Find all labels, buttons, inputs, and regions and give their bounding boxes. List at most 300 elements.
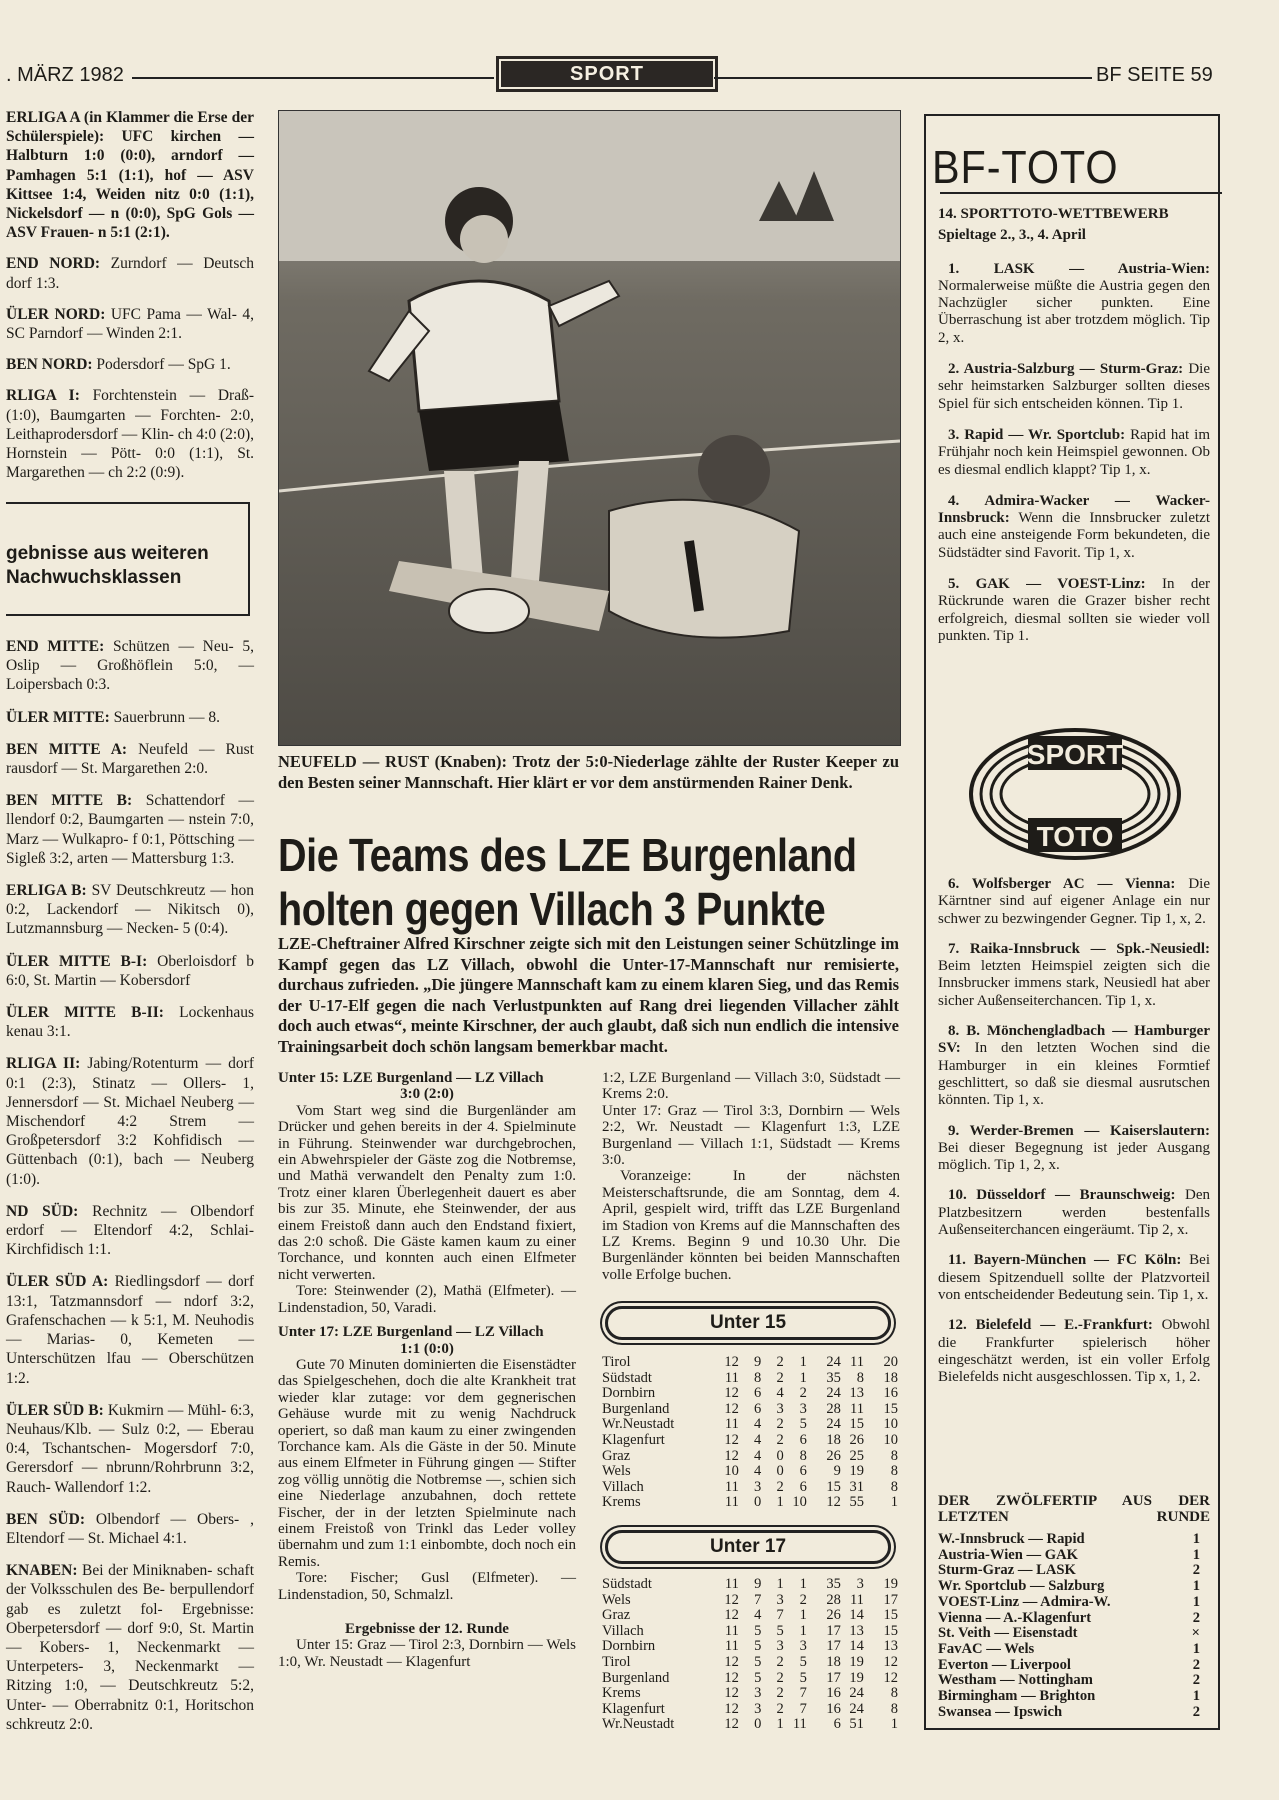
table-cell: 8 <box>890 1463 898 1480</box>
tip-match: 8. B. Mönchengladbach — Hamburger SV: <box>938 1023 1210 1057</box>
table-cell: 4 <box>754 1447 762 1464</box>
table-cell: 12 <box>724 1447 739 1464</box>
u15-match-score: 3:0 (2:0) <box>400 1086 454 1103</box>
table-cell: 24 <box>849 1700 864 1717</box>
table-cell: 28 <box>826 1591 841 1608</box>
table-cell: 10 <box>724 1463 739 1480</box>
zwoelfertip-row <box>938 1595 1210 1611</box>
result-text: Riedlingsdorf — dorf 13:1, Tatzmannsdorf — ndorf 3:2, Grafenschachen — k 5:1, M. Neuhodis — Marias- 0, Kemeten — Unterschützen lfau — Oberschützen 1:2. <box>6 1273 254 1387</box>
table-cell: 11 <box>849 1400 864 1417</box>
result-block <box>6 637 254 695</box>
tip-text: In den letzten Wochen sind die Hamburger in ein kleines Formtief geschlittert, so daß sie diesmal ausrutschen könnten. Tip 1, x. <box>938 1040 1210 1109</box>
zwoelfertip-result: × <box>1191 1625 1200 1642</box>
table-cell: 12 <box>724 1400 739 1417</box>
table-row <box>602 1671 898 1687</box>
team-name: Villach <box>602 1478 644 1495</box>
table-cell: 19 <box>883 1576 898 1592</box>
tip-match: 11. Bayern-München — FC Köln: <box>948 1252 1182 1269</box>
tip-match: 1. LASK — Austria-Wien: <box>948 260 1210 277</box>
table-cell: 51 <box>849 1716 864 1733</box>
table-cell: 12 <box>883 1669 898 1686</box>
table-cell: 35 <box>826 1576 841 1592</box>
table-row <box>602 1449 898 1465</box>
table-cell: 7 <box>754 1591 762 1608</box>
table-cell: 7 <box>799 1700 807 1717</box>
article-lead: LZE-Cheftrainer Alfred Kirschner zeigte sich mit den Leistungen seiner Schützlinge im Kampf gegen das LZ Villach, obwohl die Unter-17-Mannschaft nur remisierte, durchaus zufrieden. „Die jüngere Mannschaft kam zu einem klaren Sieg, und das Remis der U-17-Elf gegen die nach Verlustpunkten auf Rang drei liegenden Villacher zählt doch auch etwas“, meinte Kirschner, der auch glaubt, daß sich nun endlich die intensive Trainingsarbeit doch schön langsam bemerkbar macht. <box>278 934 899 1056</box>
table-cell: 12 <box>724 1354 739 1370</box>
zwoelfertip-match: W.-Innsbruck — Rapid <box>938 1531 1085 1547</box>
tip-text: Normalerweise müßte die Austria gegen den Nachzügler sicher punkten. Eine Überraschung ist aber trotzdem möglich. Tip 2, x. <box>938 277 1210 346</box>
table-row <box>602 1717 898 1733</box>
table-cell: 2 <box>776 1369 784 1386</box>
table-cell: 26 <box>849 1431 864 1448</box>
result-heading: BEN SÜD: <box>6 1510 85 1528</box>
zwoelfertip-result: 1 <box>1192 1578 1200 1595</box>
table-cell: 12 <box>724 1716 739 1733</box>
result-block <box>6 1054 254 1188</box>
result-text: Zurndorf — Deutsch dorf 1:3. <box>6 255 255 292</box>
toto-tip <box>938 1187 1210 1239</box>
tip-match: 4. Admira-Wacker — Wacker-Innsbruck: <box>938 492 1210 527</box>
result-block <box>6 708 254 727</box>
table-cell: 2 <box>776 1431 784 1448</box>
table-cell: 11 <box>724 1638 739 1655</box>
table-cell: 8 <box>890 1685 898 1702</box>
table-cell: 0 <box>754 1494 762 1511</box>
tip-match: 6. Wolfsberger AC — Vienna: <box>948 876 1176 892</box>
table-cell: 35 <box>826 1369 841 1386</box>
table-cell: 24 <box>826 1416 841 1433</box>
zwoelfertip-match: Westham — Nottingham <box>938 1672 1093 1689</box>
table-cell: 15 <box>883 1622 898 1639</box>
team-name: Klagenfurt <box>602 1700 665 1717</box>
table-cell: 3 <box>799 1638 807 1655</box>
result-text: Schützen — Neu- 5, Oslip — Großhöflein 5:0, — Loipersbach 0:3. <box>6 638 254 694</box>
table-cell: 2 <box>776 1478 784 1495</box>
result-heading: KNABEN: <box>6 1562 78 1580</box>
table-cell: 20 <box>883 1354 898 1370</box>
table-cell: 5 <box>754 1638 762 1655</box>
sport-toto-logo <box>968 726 1182 862</box>
tip-match: 9. Werder-Bremen — Kaiserslautern: <box>948 1122 1210 1139</box>
result-text: Schattendorf — llendorf 0:2, Baumgarten — nstein 7:0, Marz — Wulkapro- f 0:1, Pöttsching — Sigleß 3:2, arten — Mattersburg 1:3. <box>6 792 254 867</box>
table-cell: 19 <box>849 1669 864 1686</box>
table-cell: 8 <box>799 1447 807 1464</box>
table-cell: 14 <box>849 1607 864 1624</box>
toto-wettbewerb: 14. SPORTTOTO-WETTBEWERB <box>938 206 1169 222</box>
tip-text: Beim letzten Heimspiel zeigten sich die Innsbrucker immens stark, Neusiedl hat aber sicher Außenseiterchancen. Tip 1, x. <box>938 958 1210 1009</box>
team-name: Graz <box>602 1607 631 1624</box>
result-text: Neufeld — Rust rausdorf — St. Margarethen 2:0. <box>6 740 254 778</box>
table-u15-title: Unter 15 <box>605 1306 891 1340</box>
table-cell: 4 <box>754 1607 762 1624</box>
table-cell: 1 <box>890 1494 898 1511</box>
result-block <box>6 1272 254 1387</box>
table-cell: 12 <box>724 1685 739 1702</box>
team-name: Burgenland <box>602 1400 670 1417</box>
table-cell: 8 <box>754 1369 762 1386</box>
table-cell: 11 <box>724 1622 739 1639</box>
team-name: Südstadt <box>602 1576 652 1592</box>
table-cell: 7 <box>776 1607 784 1624</box>
table-cell: 3 <box>856 1576 864 1592</box>
table-cell: 18 <box>826 1431 841 1448</box>
team-name: Klagenfurt <box>602 1431 665 1448</box>
table-cell: 15 <box>849 1416 864 1433</box>
result-block <box>6 386 254 482</box>
toto-title: BF-TOTO <box>932 141 1119 193</box>
result-heading: ÜLER SÜD B: <box>6 1401 104 1419</box>
table-row <box>602 1608 898 1624</box>
table-u17-title: Unter 17 <box>605 1530 891 1564</box>
results-u17: Unter 17: Graz — Tirol 3:3, Dornbirn — Wels 2:2, Wr. Neustadt — Klagenfurt 1:3, LZE Burgenland — Villach 1:1, Südstadt — Krems 3:0. <box>602 1102 900 1169</box>
zwoelfertip-row <box>938 1642 1210 1658</box>
page-number: BF SEITE 59 <box>1096 64 1213 86</box>
table-cell: 5 <box>799 1416 807 1433</box>
result-block <box>6 305 254 343</box>
table-cell: 11 <box>792 1716 807 1733</box>
table-cell: 10 <box>792 1494 807 1511</box>
table-cell: 55 <box>849 1494 864 1511</box>
table-cell: 12 <box>724 1591 739 1608</box>
zwoelfertip-result: 2 <box>1192 1672 1200 1689</box>
result-text: UFC Pama — Wal- 4, SC Parndorf — Winden 2:1. <box>6 305 254 343</box>
table-cell: 18 <box>883 1369 898 1386</box>
zwoelfertip-list <box>938 1532 1210 1720</box>
result-block <box>6 1003 254 1041</box>
team-name: Burgenland <box>602 1669 670 1686</box>
u15-match-report: Vom Start weg sind die Burgenländer am Drücker und gehen bereits in der 4. Spielminute in Führung. Steinwender war durchgebrochen, ein Abwehrspieler der Gäste zog die Notbremse, und Mathä verwandelt den Penalty zum 1:0. Trotz einer klaren Überlegenheit dauert es aber bis zur 35. Minute, ehe Steinwender, der aus einem Freistoß dann auch den Endstand fixiert, das 2:0 schoß. Die Gäste kamen kaum zu einer Torchance, und konnten auch einen Elfmeter nicht verwerten. <box>278 1102 576 1283</box>
zwoelfertip-row <box>938 1626 1210 1642</box>
table-cell: 8 <box>856 1369 864 1386</box>
table-cell: 16 <box>826 1685 841 1702</box>
table-row <box>602 1655 898 1671</box>
table-cell: 4 <box>776 1385 784 1402</box>
tip-match: 7. Raika-Innsbruck — Spk.-Neusiedl: <box>948 940 1210 957</box>
table-cell: 4 <box>754 1463 762 1480</box>
football-photo-illustration <box>279 111 900 745</box>
table-row <box>602 1495 898 1511</box>
zwoelfertip-row <box>938 1532 1210 1548</box>
zwoelfertip-result: 1 <box>1192 1640 1200 1657</box>
table-cell: 1 <box>799 1369 807 1386</box>
zwoelfertip-row <box>938 1689 1210 1705</box>
team-name: Südstadt <box>602 1369 652 1386</box>
tip-text: In der Rückrunde waren die Grazer bisher recht erfolgreich, diesmal sollten sie wieder voll punkten. Tip 1. <box>938 576 1211 644</box>
result-heading: ERLIGA B: <box>6 882 87 900</box>
result-heading: BEN MITTE A: <box>6 740 128 758</box>
table-cell: 13 <box>849 1385 864 1402</box>
table-cell: 2 <box>776 1669 784 1686</box>
table-cell: 1 <box>799 1576 807 1592</box>
photo-caption: NEUFELD — RUST (Knaben): Trotz der 5:0-Niederlage zählte der Ruster Keeper zu den Besten seiner Mannschaft. Hier klärt er vor dem anstürmenden Rainer Denk. <box>278 752 899 792</box>
table-cell: 6 <box>799 1431 807 1448</box>
zwoelfertip-match: Vienna — A.-Klagenfurt <box>938 1609 1092 1626</box>
u15-goals: Tore: Steinwender (2), Mathä (Elfmeter). — Lindenstadion, 50, Varadi. <box>278 1283 576 1316</box>
u17-match-score: 1:1 (0:0) <box>400 1340 454 1357</box>
team-name: Krems <box>602 1494 641 1511</box>
tip-text: Bei diesem Spitzenduell sollte der Platzvorteil von entscheidender Bedeutung sein. Tip 1, x. <box>938 1252 1210 1303</box>
table-cell: 3 <box>799 1400 807 1417</box>
table-cell: 3 <box>754 1700 762 1717</box>
table-row <box>602 1624 898 1640</box>
table-cell: 6 <box>754 1385 762 1402</box>
result-heading: ÜLER SÜD A: <box>6 1273 109 1291</box>
toto-tip <box>938 1123 1210 1175</box>
table-cell: 10 <box>883 1416 898 1433</box>
table-cell: 16 <box>826 1700 841 1717</box>
table-cell: 15 <box>883 1400 898 1417</box>
u17-match-heading: Unter 17: LZE Burgenland — LZ Villach <box>278 1324 544 1341</box>
toto-tip <box>938 1317 1210 1386</box>
tip-match: 2. Austria-Salzburg — Sturm-Graz: <box>948 361 1184 378</box>
table-cell: 28 <box>826 1400 841 1417</box>
table-cell: 12 <box>883 1653 898 1670</box>
table-cell: 5 <box>799 1669 807 1686</box>
zwoelfertip-match: Birmingham — Brighton <box>938 1688 1096 1705</box>
result-block <box>6 108 254 242</box>
result-heading: RLIGA I: <box>6 387 80 405</box>
tip-text: Bei dieser Begegnung ist jeder Ausgang möglich. Tip 1, 2, x. <box>938 1139 1210 1174</box>
toto-title-rule <box>940 192 1222 194</box>
team-name: Wr.Neustadt <box>602 1716 675 1733</box>
article-column-2 <box>602 1070 900 1283</box>
table-cell: 5 <box>776 1622 784 1639</box>
zwoelfertip-result: 2 <box>1192 1562 1200 1579</box>
left-results-column-2 <box>6 637 254 1747</box>
table-cell: 12 <box>724 1431 739 1448</box>
table-cell: 12 <box>724 1385 739 1402</box>
table-cell: 24 <box>826 1385 841 1402</box>
table-row <box>602 1386 898 1402</box>
tip-match: 10. Düsseldorf — Braunschweig: <box>948 1187 1176 1204</box>
team-name: Wels <box>602 1463 631 1480</box>
table-cell: 3 <box>754 1478 762 1495</box>
result-text: Rechnitz — Olbendorf erdorf — Eltendorf 4:2, Schlai- Kirchfidisch 1:1. <box>6 1202 254 1259</box>
table-cell: 12 <box>724 1669 739 1686</box>
tip-text: Obwohl die Frankfurter spielerisch höher eingeschätzt werden, ist ein voller Erfolg Bielefelds nicht ausgeschlossen. Tip x, 1, 2. <box>938 1317 1210 1386</box>
table-cell: 1 <box>799 1622 807 1639</box>
toto-tip <box>938 1252 1210 1304</box>
table-row <box>602 1593 898 1609</box>
table-cell: 17 <box>826 1622 841 1639</box>
table-row <box>602 1686 898 1702</box>
table-row <box>602 1402 898 1418</box>
zwoelfertip-result: 2 <box>1192 1609 1200 1626</box>
team-name: Villach <box>602 1622 644 1639</box>
table-row <box>602 1464 898 1480</box>
table-cell: 14 <box>849 1638 864 1655</box>
table-cell: 25 <box>849 1447 864 1464</box>
result-heading: RLIGA II: <box>6 1055 81 1073</box>
tip-text: Rapid hat im Frühjahr noch kein Heimspiel gewonnen. Ob es diesmal endlich klappt? Tip 1, x. <box>938 426 1211 478</box>
table-cell: 11 <box>724 1416 739 1433</box>
zwoelfertip-result: 1 <box>1192 1531 1200 1547</box>
left-results-column <box>6 108 254 494</box>
tip-match: 3. Rapid — Wr. Sportclub: <box>948 426 1126 443</box>
table-cell: 10 <box>883 1431 898 1448</box>
table-cell: 24 <box>849 1685 864 1702</box>
result-block <box>6 1510 254 1548</box>
headline-line-1: Die Teams des LZE Burgenland <box>278 829 857 881</box>
table-cell: 12 <box>826 1494 841 1511</box>
table-cell: 2 <box>776 1354 784 1370</box>
result-text: Sauerbrunn — 8. <box>109 708 220 726</box>
zwoelfertip-match: St. Veith — Eisenstadt <box>938 1625 1078 1642</box>
table-cell: 26 <box>826 1447 841 1464</box>
toto-tips-2 <box>938 876 1210 1399</box>
result-text: Lockenhaus kenau 3:1. <box>6 1004 255 1041</box>
table-cell: 12 <box>724 1700 739 1717</box>
team-name: Wels <box>602 1591 631 1608</box>
result-block <box>6 355 254 374</box>
table-cell: 12 <box>724 1607 739 1624</box>
table-cell: 6 <box>799 1478 807 1495</box>
table-cell: 5 <box>799 1653 807 1670</box>
result-block <box>6 1401 254 1497</box>
header-rule-left <box>132 77 494 79</box>
table-cell: 9 <box>833 1463 841 1480</box>
zwoelfertip-match: Swansea — Ipswich <box>938 1703 1063 1720</box>
result-block <box>6 881 254 939</box>
table-cell: 11 <box>724 1478 739 1495</box>
zwoelfertip-row <box>938 1548 1210 1564</box>
zwoelfertip-row <box>938 1705 1210 1721</box>
zwoelfertip-match: Sturm-Graz — LASK <box>938 1562 1076 1579</box>
table-cell: 11 <box>849 1354 864 1370</box>
table-cell: 3 <box>776 1400 784 1417</box>
table-cell: 17 <box>883 1591 898 1608</box>
table-cell: 31 <box>849 1478 864 1495</box>
table-cell: 1 <box>799 1354 807 1370</box>
result-heading: ÜLER NORD: <box>6 305 106 323</box>
table-cell: 6 <box>833 1716 841 1733</box>
result-text: Jabing/Rotenturm — dorf 0:1 (2:3), Stinatz — Ollers- 1, Jennersdorf — St. Michael Neuberg — Mischendorf 4:2 Strem — Großpetersdorf 3:2 Kohfidisch — Güttenbach (0:1), bach — Neuberg (1:0). <box>6 1055 254 1188</box>
table-cell: 2 <box>799 1385 807 1402</box>
table-row <box>602 1702 898 1718</box>
zwoelfertip-result: 2 <box>1192 1656 1200 1673</box>
table-cell: 5 <box>754 1653 762 1670</box>
results-continued: 1:2, LZE Burgenland — Villach 3:0, Südstadt — Krems 2:0. <box>602 1070 900 1103</box>
toto-tip <box>938 576 1210 645</box>
result-text: Forchtenstein — Draß- (1:0), Baumgarten — Forchten- 2:0, Leithaprodersdorf — Klin- ch 4:0 (2:0), Hornstein — Pött- 0:0 (1:1), St. Margarethen — ch 2:2 (0:9). <box>6 387 254 482</box>
table-cell: 13 <box>849 1622 864 1639</box>
table-cell: 17 <box>826 1669 841 1686</box>
table-cell: 2 <box>799 1591 807 1608</box>
table-cell: 24 <box>826 1354 841 1370</box>
table-row <box>602 1639 898 1655</box>
tip-text: Den Platzbesitzern werden bestenfalls Außenseiterchancen eingeräumt. Tip 2, x. <box>938 1187 1210 1239</box>
toto-tips-1 <box>938 206 1210 659</box>
header-rule-right <box>714 77 1092 79</box>
zwoelfertip-result: 2 <box>1192 1703 1200 1720</box>
team-name: Tirol <box>602 1653 631 1670</box>
toto-tip <box>938 261 1210 347</box>
table-cell: 1 <box>799 1607 807 1624</box>
preview-text: Voranzeige: In der nächsten Meisterschaftsrunde, die am Sonntag, dem 4. April, gespielt wird, trifft das LZE Burgenland im Stadion von Krems auf die Mannschaften des LZ Krems. Beginn 9 und 10.30 Uhr. Die Burgenländer könnten bei beiden Mannschaften volle Erfolge buchen. <box>602 1168 900 1283</box>
result-heading: ÜLER MITTE B-I: <box>6 952 148 970</box>
table-cell: 4 <box>754 1416 762 1433</box>
section-label: SPORT <box>496 56 718 92</box>
result-heading: END NORD: <box>6 255 101 273</box>
table-cell: 2 <box>776 1416 784 1433</box>
table-row <box>602 1480 898 1496</box>
zwoelfertip-match: FavAC — Wels <box>938 1640 1035 1657</box>
toto-tip <box>938 493 1210 562</box>
result-heading: END MITTE: <box>6 638 105 655</box>
result-heading: ÜLER MITTE: <box>6 708 110 726</box>
article-headline <box>278 828 857 936</box>
table-cell: 17 <box>826 1638 841 1655</box>
logo-bottom-text: TOTO <box>1036 821 1114 852</box>
result-heading: ÜLER MITTE B-II: <box>6 1004 164 1022</box>
table-cell: 8 <box>890 1478 898 1495</box>
table-cell: 4 <box>754 1431 762 1448</box>
table-cell: 1 <box>776 1494 784 1511</box>
table-cell: 1 <box>890 1716 898 1733</box>
toto-tip <box>938 876 1210 928</box>
table-cell: 8 <box>890 1447 898 1464</box>
zwoelfertip-result: 1 <box>1192 1688 1200 1705</box>
zwoelfertip-result: 1 <box>1192 1593 1200 1610</box>
team-name: Wr.Neustadt <box>602 1416 675 1433</box>
toto-tip <box>938 427 1210 479</box>
result-block <box>6 952 254 990</box>
table-cell: 1 <box>776 1716 784 1733</box>
table-cell: 2 <box>776 1653 784 1670</box>
table-cell: 19 <box>849 1653 864 1670</box>
table-cell: 15 <box>826 1478 841 1495</box>
zwoelfertip-row <box>938 1579 1210 1595</box>
tip-text: Die Kärntner sind auf eigener Anlage ein nur schwer zu bezwingender Gegner. Tip 1, x, 2. <box>938 876 1210 927</box>
result-text: Olbendorf — Obers- , Eltendorf — St. Michael 4:1. <box>6 1510 254 1547</box>
zwoelfertip-match: VOEST-Linz — Admira-W. <box>938 1593 1111 1610</box>
table-row <box>602 1577 898 1593</box>
toto-spieltage: Spieltage 2., 3., 4. April <box>938 227 1086 244</box>
table-cell: 11 <box>724 1494 739 1511</box>
results-round-text: Unter 15: Graz — Tirol 2:3, Dornbirn — Wels 1:0, Wr. Neustadt — Klagenfurt <box>278 1637 576 1670</box>
standings-table-u17 <box>602 1577 898 1733</box>
table-cell: 6 <box>754 1400 762 1417</box>
table-cell: 0 <box>776 1463 784 1480</box>
table-cell: 18 <box>826 1653 841 1670</box>
team-name: Dornbirn <box>602 1638 656 1655</box>
table-cell: 19 <box>849 1463 864 1480</box>
article-column-1 <box>278 1070 576 1670</box>
table-cell: 6 <box>799 1463 807 1480</box>
result-heading: BEN MITTE B: <box>6 792 133 810</box>
u15-match-heading: Unter 15: LZE Burgenland — LZ Villach <box>278 1070 544 1086</box>
zwoelfertip-title: DER ZWÖLFERTIP AUS DER LETZTEN RUNDE <box>938 1493 1210 1525</box>
table-cell: 5 <box>754 1669 762 1686</box>
result-block <box>6 1561 254 1734</box>
table-cell: 0 <box>754 1716 762 1733</box>
table-cell: 2 <box>776 1685 784 1702</box>
result-text: Oberloisdorf b 6:0, St. Martin — Kobersdorf <box>6 952 255 989</box>
table-cell: 2 <box>776 1700 784 1717</box>
table-cell: 16 <box>883 1385 898 1402</box>
toto-tip <box>938 1023 1210 1109</box>
u17-match-report: Gute 70 Minuten dominierten die Eisenstädter das Spielgeschehen, doch die alte Krankheit trat wieder klar zutage: vor dem gegnerischen Gehäuse wurde mit zu wenig Nachdruck operiert, so daß man kaum zu einer zwingenden Torchance kam. Als die Gäste in der 50. Minute aus einem Elfmeter in Führung gingen — Stifter zog völlig unnötig die Notbremse —, schien sich eine Niederlage anzubahnen, doch rettete Fischer, der in der letzten Spielminute nach einem Freistoß von Trinkl das Leder volley übernahm und zum 1:1 einbombte, doch noch ein Remis. <box>278 1356 576 1570</box>
result-text: SV Deutschkreutz — hon 0:2, Lackendorf — Nikitsch 0), Lutzmannsburg — Necken- 5 (0:4). <box>6 882 254 938</box>
table-cell: 12 <box>724 1653 739 1670</box>
team-name: Dornbirn <box>602 1385 656 1402</box>
zwoelfertip-row <box>938 1673 1210 1689</box>
zwoelfertip-match: Austria-Wien — GAK <box>938 1546 1078 1563</box>
table-cell: 1 <box>776 1576 784 1592</box>
zwoelfertip-row <box>938 1611 1210 1627</box>
table-cell: 15 <box>883 1607 898 1624</box>
